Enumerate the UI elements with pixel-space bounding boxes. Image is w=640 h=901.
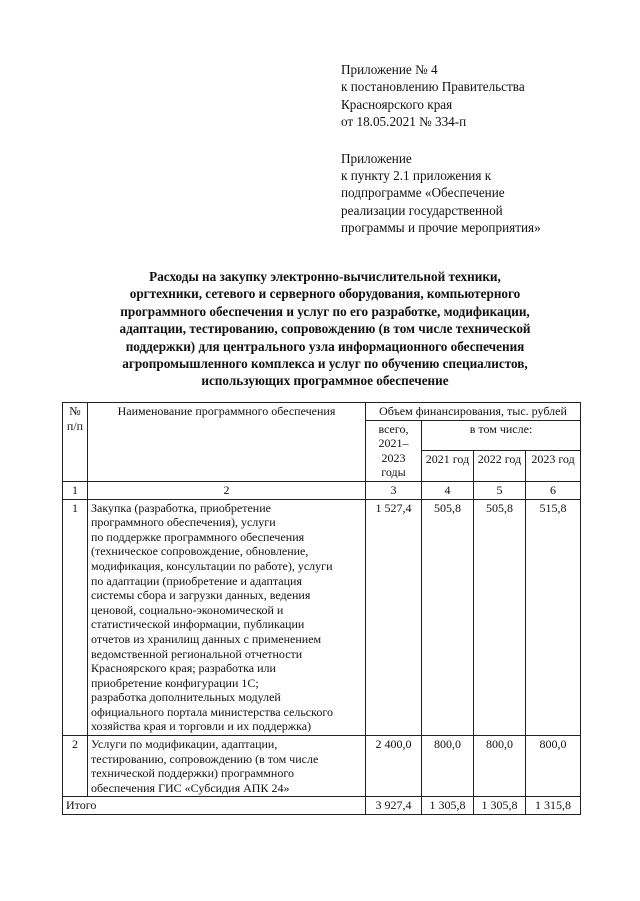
appendix-resolution: к постановлению Правительства — [341, 79, 525, 95]
col-number: 6 — [526, 481, 581, 499]
title-line: оргтехники, сетевого и серверного оборудования, компьютерного — [129, 286, 521, 302]
row-total: 1 527,4 — [366, 499, 422, 736]
total-2023: 1 315,8 — [526, 797, 581, 815]
document-title — [70, 268, 580, 390]
appendix-header — [341, 61, 601, 237]
header-2023: 2023 год — [526, 451, 581, 482]
total-label: Итого — [63, 797, 366, 815]
header-total: всего, 2021–2023 годы — [366, 420, 422, 481]
appendix-region: Красноярского края — [341, 96, 453, 112]
header-2022: 2022 год — [474, 451, 526, 482]
sub-appendix-label: Приложение — [341, 150, 412, 166]
header-including: в том числе: — [422, 420, 581, 451]
row-num: 1 — [63, 499, 88, 736]
header-2021: 2021 год — [422, 451, 474, 482]
column-number-row — [63, 481, 581, 499]
row-2023: 800,0 — [526, 736, 581, 797]
total-2022: 1 305,8 — [474, 797, 526, 815]
total-sum: 3 927,4 — [366, 797, 422, 815]
row-num: 2 — [63, 736, 88, 797]
row-2021: 505,8 — [422, 499, 474, 736]
title-line: агропромышленного комплекса и услуг по обучению специалистов, — [122, 356, 528, 372]
col-number: 5 — [474, 481, 526, 499]
row-2022: 505,8 — [474, 499, 526, 736]
title-line: адаптации, тестированию, сопровождению (в том числе технической — [119, 321, 531, 337]
table-row — [63, 736, 581, 797]
sub-appendix-line5: программы и прочие мероприятия» — [341, 220, 541, 236]
row-name: Закупка (разработка, приобретение программного обеспечения), услуги по поддержке программного обеспечения (техническое сопровождение, обновление, модификация, консультации по работе), услуги по адаптации (приобретение и адаптация системы сбора и загрузки данных, ведения ценовой, социально-экономической и статистической информации, публикации отчетов из хранилищ данных с применением ведомственной региональной отчетности Красноярского края; разработка или приобретение конфигурации 1С; разработка дополнительных модулей официального портала министерства сельского хозяйства края и торговли и их поддержка) — [88, 499, 366, 736]
appendix-date: от 18.05.2021 № 334-п — [341, 114, 467, 130]
col-number: 4 — [422, 481, 474, 499]
col-number: 1 — [63, 481, 88, 499]
total-2021: 1 305,8 — [422, 797, 474, 815]
row-name: Услуги по модификации, адаптации, тестированию, сопровождению (в том числе технической поддержки) программного обеспечения ГИС «Субсидия АПК 24» — [88, 736, 366, 797]
header-name: Наименование программного обеспечения — [88, 403, 366, 482]
title-line: программного обеспечения и услуг по его разработке, модификации, — [120, 303, 530, 319]
title-line: Расходы на закупку электронно-вычислительной техники, — [149, 269, 501, 284]
sub-appendix-line4: реализации государственной — [341, 202, 503, 218]
table-row — [63, 499, 581, 736]
header-funding: Объем финансирования, тыс. рублей — [366, 403, 581, 421]
expenses-table — [62, 402, 581, 815]
row-2023: 515,8 — [526, 499, 581, 736]
sub-appendix-line3: подпрограмме «Обеспечение — [341, 185, 505, 201]
sub-appendix-line2: к пункту 2.1 приложения к — [341, 168, 492, 184]
header-num: № п/п — [63, 403, 88, 482]
col-number: 3 — [366, 481, 422, 499]
row-total: 2 400,0 — [366, 736, 422, 797]
total-row — [63, 797, 581, 815]
title-line: использующих программное обеспечение — [201, 373, 449, 389]
appendix-number: Приложение № 4 — [341, 62, 438, 77]
title-line: поддержки) для центрального узла информационного обеспечения — [125, 338, 525, 354]
row-2021: 800,0 — [422, 736, 474, 797]
row-2022: 800,0 — [474, 736, 526, 797]
col-number: 2 — [88, 481, 366, 499]
